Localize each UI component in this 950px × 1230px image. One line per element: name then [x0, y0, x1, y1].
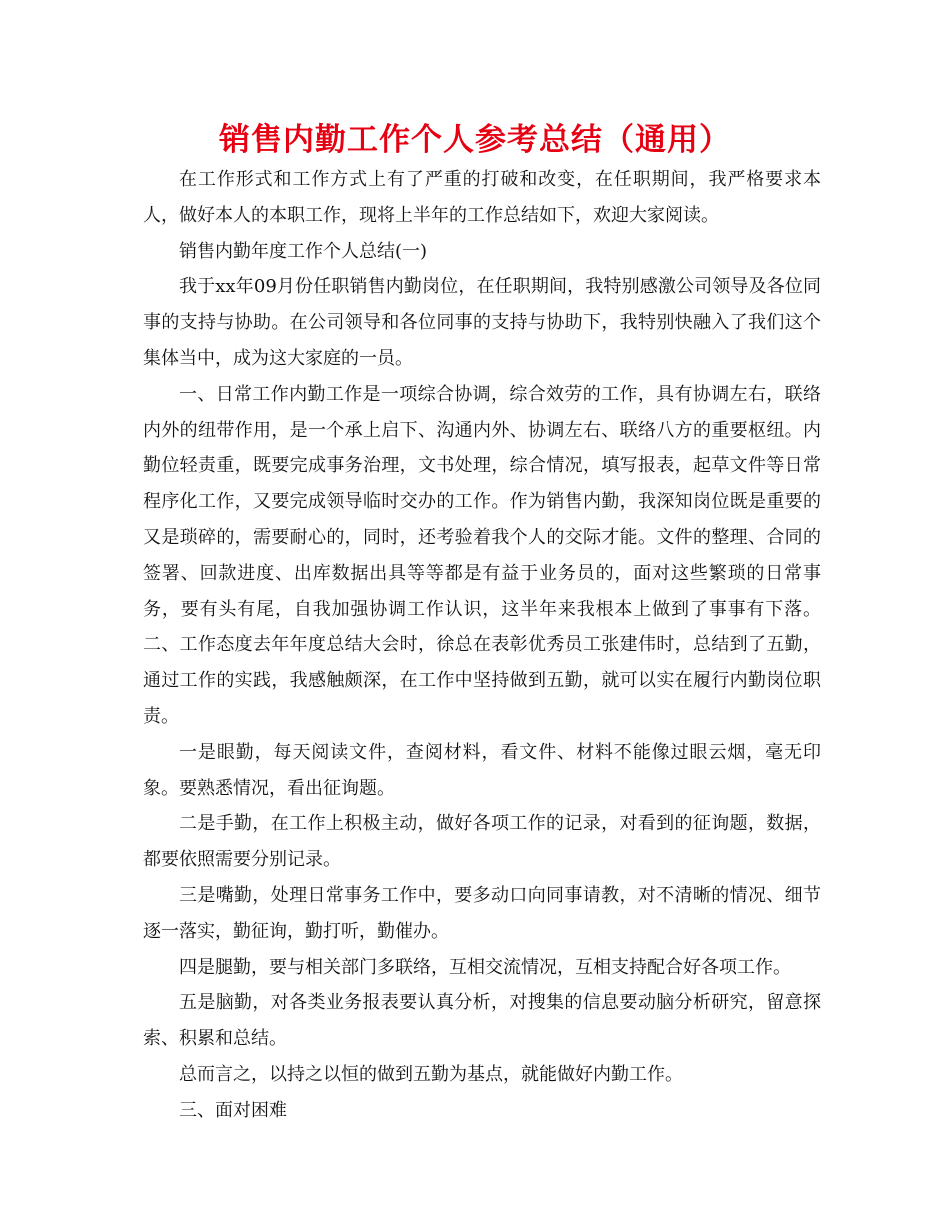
paragraph: 三是嘴勤，处理日常事务工作中，要多动口向同事请教，对不清晰的情况、细节逐一落实，勤征询，勤打听，勤催办。 [143, 884, 821, 942]
paragraph: 我于xx年09月份任职销售内勤岗位，在任职期间，我特别感激公司领导及各位同事的支持与协助。在公司领导和各位同事的支持与协助下，我特别快融入了我们这个集体当中，成为这大家庭的一员。 [143, 276, 821, 369]
paragraph: 四是腿勤，要与相关部门多联络，互相交流情况，互相支持配合好各项工作。 [179, 956, 791, 978]
section-heading: 销售内勤年度工作个人总结(一) [179, 240, 428, 262]
document-title: 销售内勤工作个人参考总结（通用） [219, 122, 731, 158]
paragraph: 一是眼勤，每天阅读文件，查阅材料，看文件、材料不能像过眼云烟，毫无印象。要熟悉情况，看出征询题。 [143, 741, 821, 799]
document-body [143, 162, 821, 1129]
paragraph-intro: 在工作形式和工作方式上有了严重的打破和改变，在任职期间，我严格要求本人，做好本人的本职工作，现将上半年的工作总结如下，欢迎大家阅读。 [143, 169, 821, 226]
section-heading: 三、面对困难 [179, 1099, 287, 1121]
paragraph: 一、日常工作内勤工作是一项综合协调，综合效劳的工作，具有协调左右，联络内外的纽带作用，是一个承上启下、沟通内外、协调左右、联络八方的重要枢纽。内勤位轻责重，既要完成事务治理，文书处理，综合情况，填写报表，起草文件等日常程序化工作，又要完成领导临时交办的工作。作为销售内勤，我深知岗位既是重要的又是琐碎的，需要耐心的，同时，还考验着我个人的交际才能。文件的整理、合同的签署、回款进度、出库数据出具等等都是有益于业务员的，面对这些繁琐的日常事务，要有头有尾，自我加强协调工作认识，这半年来我根本上做到了事事有下落。二、工作态度去年年度总结大会时，徐总在表彰优秀员工张建伟时，总结到了五勤，通过工作的实践，我感触颇深，在工作中坚持做到五勤，就可以实在履行内勤岗位职责。 [143, 383, 821, 727]
paragraph: 二是手勤，在工作上积极主动，做好各项工作的记录，对看到的征询题，数据，都要依照需要分别记录。 [143, 813, 821, 871]
paragraph: 五是脑勤，对各类业务报表要认真分析，对搜集的信息要动脑分析研究，留意探索、积累和总结。 [143, 992, 821, 1050]
paragraph: 总而言之，以持之以恒的做到五勤为基点，就能做好内勤工作。 [179, 1063, 683, 1085]
